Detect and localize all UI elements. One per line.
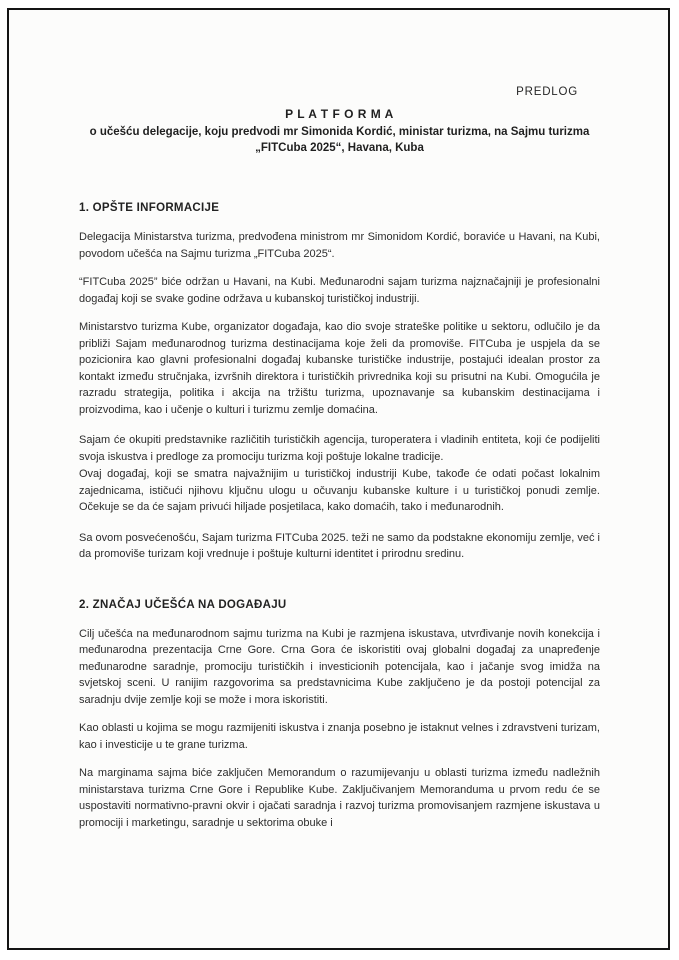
- section-significance: [79, 599, 600, 832]
- paragraph: Sajam će okupiti predstavnike različitih turističkih agencija, turoperatera i vladinih entiteta, koji će podijeliti svoja iskustva i predloge za promociju turizma koji poštuje lokalne tradicije.: [79, 434, 600, 463]
- document-title: P L A T F O R M A: [285, 107, 394, 121]
- section-heading: 2. ZNAČAJ UČEŠĆA NA DOGAĐAJU: [79, 598, 287, 611]
- paragraph: Cilj učešća na međunarodnom sajmu turizma na Kubi je razmjena iskustava, utvrđivanje novih konekcija i međunarodna prezentacija Crne Gore. Crna Gora će iskoristiti ovaj globalni događaj za unapređenje međunarodne saradnje, promociju turističkih i investicionih potencijala, kao i jačanje svog imidža na svjetskoj sceni. U ranijim razgovorima sa predstavnicima Kube zaključeno je da postoji potencijal za saradnju dvije zemlje koji se može i mora iskoristiti.: [79, 627, 600, 706]
- paragraph: Na marginama sajma biće zaključen Memorandum o razumijevanju u oblasti turizma između nadležnih ministarstava turizma Crne Gore i Republike Kube. Zaključivanjem Memoranduma u prvom redu će se uspostaviti normativno-pravni okvir i ojačati saradnja i razvoj turizma promovisanjem razmjene iskustava u promociji i marketingu, saradnje u sektorima obuke i: [79, 767, 600, 829]
- document-subtitle: o učešću delegacije, koju predvodi mr Simonida Kordić, ministar turizma, na Sajmu turizma „FITCuba 2025“, Havana, Kuba: [89, 126, 590, 154]
- paragraph: Ovaj događaj, koji se smatra najvažnijim u turističkoj industriji Kube, takođe će odati počast lokalnim zajednicama, ističući njihovu ključnu ulogu u očuvanju kubanske kulture i u turističkoj ponudi zemlje. Očekuje se da će sajam privući hiljade posjetilaca, kako domaćih, tako i međunarodnih.: [79, 468, 600, 513]
- section-heading: 1. OPŠTE INFORMACIJE: [79, 202, 220, 214]
- doc-type-label: PREDLOG: [516, 86, 578, 98]
- paragraph: Sa ovom posvećenošću, Sajam turizma FITCuba 2025. teži ne samo da podstakne ekonomiju zemlje, već i da promoviše turizam koji vrednuje i poštuje kulturni identitet i prirodnu sredinu.: [79, 531, 600, 560]
- paragraph: “FITCuba 2025” biće održan u Havani, na Kubi. Međunarodni sajam turizma najznačajniji je profesionalni događaj koji se svake godine održava u kubanskoj turističkoj industriji.: [79, 276, 600, 305]
- paragraph: Ministarstvo turizma Kube, organizator događaja, kao dio svoje strateške politike u sektoru, odlučilo je da približi Sajam međunarodnog turizma destinacijama koje želi da promoviše. FITCuba je uspjela da se pozicionira kao glavni profesionalni događaj kubanske turističke industrije, postajući idealan prostor za kontakt između stručnjaka, izvršnih direktora i turističkih privrednika koji su prisutni na Kubi. Omogućila je razradu strategija, politika i akcija na tržištu turizma, upoznavanje sa kubanskim destinacijama i proizvodima, kao i učenje o kulturi i turizmu zemlje domaćina.: [79, 321, 600, 416]
- paragraph: Delegacija Ministarstva turizma, predvođena ministrom mr Simonidom Kordić, boraviće u Havani, na Kubi, povodom učešća na Sajmu turizma „FITCuba 2025“.: [79, 231, 600, 260]
- title-block: [79, 107, 600, 156]
- paragraph: Kao oblasti u kojima se mogu razmijeniti iskustva i znanja posebno je istaknut velnes i zdravstveni turizam, kao i investicije u te grane turizma.: [79, 722, 600, 751]
- section-general-info: [79, 202, 600, 563]
- document-page: [7, 8, 670, 950]
